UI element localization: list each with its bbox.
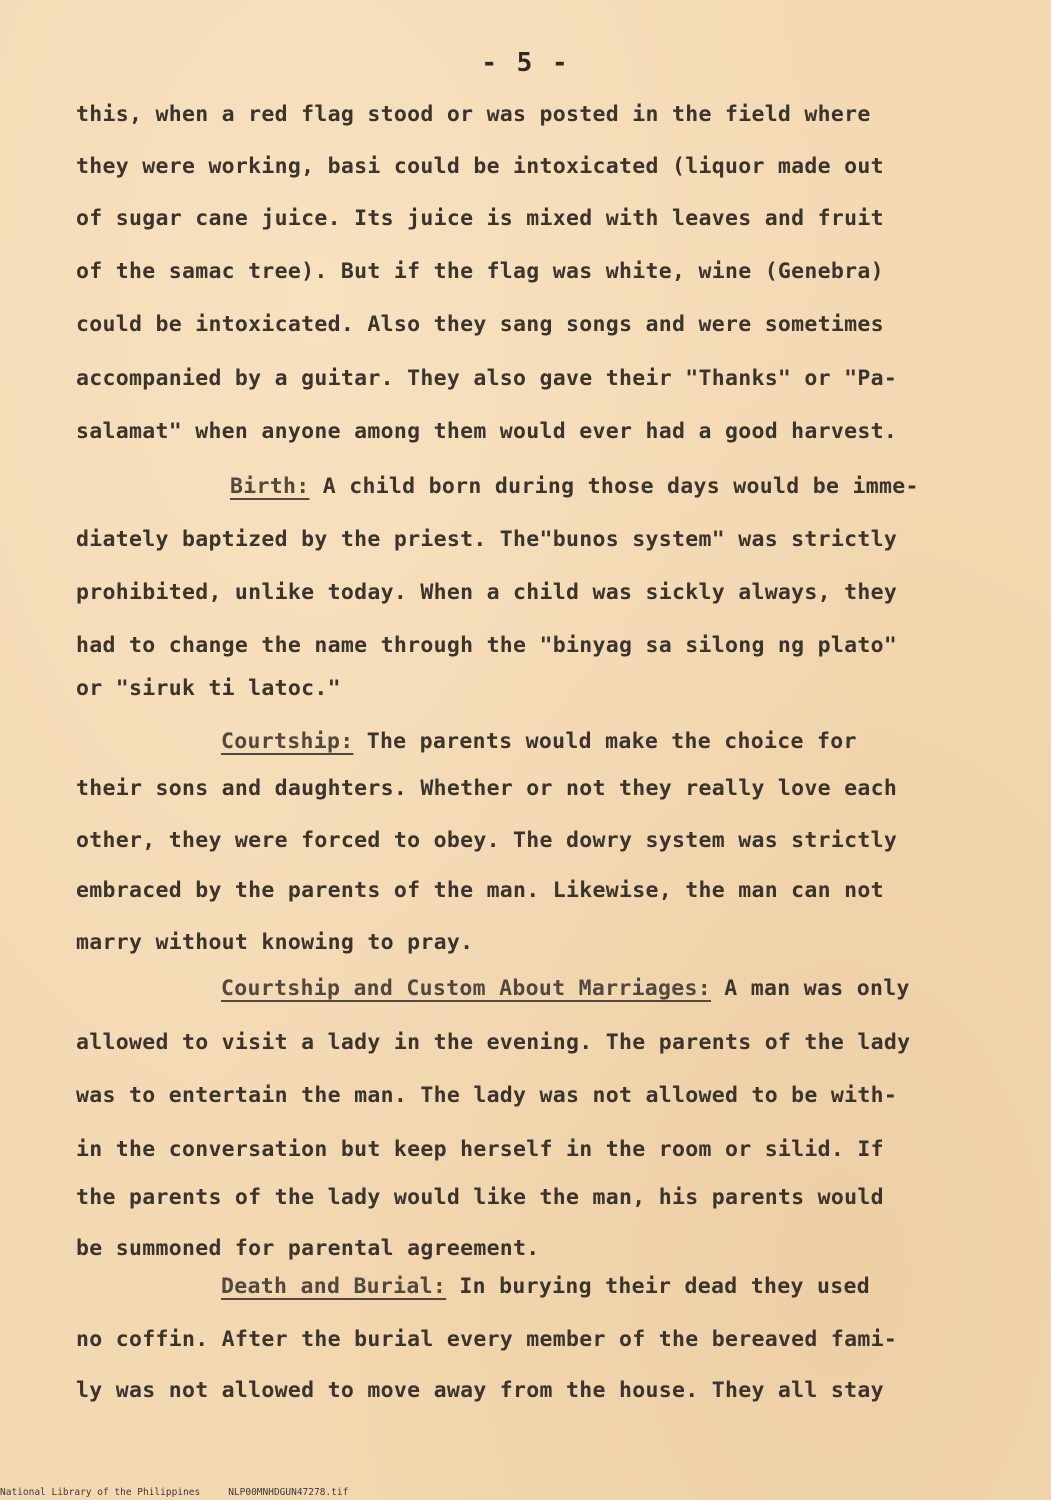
text-line: accompanied by a guitar. They also gave their "Thanks" or "Pa-: [76, 366, 898, 391]
text-line: be summoned for parental agreement.: [76, 1236, 540, 1261]
text-line: salamat" when anyone among them would ever had a good harvest.: [76, 419, 898, 444]
text-line: marry without knowing to pray.: [76, 930, 474, 955]
marriage-heading: Courtship and Custom About Marriages:: [221, 976, 712, 1001]
footer-library: National Library of the Philippines: [0, 1487, 201, 1498]
text-line: the parents of the lady would like the man, his parents would: [76, 1185, 884, 1210]
courtship-first-line-text: The parents would make the choice for: [353, 729, 857, 754]
text-line: of sugar cane juice. Its juice is mixed with leaves and fruit: [76, 206, 884, 231]
text-line: had to change the name through the "binyag sa silong ng plato": [76, 633, 898, 658]
marriage-first-line-text: A man was only: [711, 976, 910, 1001]
footer-file-id: NLP00MNHDGUN47278.tif: [228, 1487, 349, 1498]
text-line: ly was not allowed to move away from the house. They all stay: [76, 1378, 884, 1403]
death-first-line: [221, 1274, 870, 1299]
text-line: diately baptized by the priest. The"bunos system" was strictly: [76, 527, 898, 552]
birth-first-line-text: A child born during those days would be imme-: [309, 474, 919, 499]
text-line: their sons and daughters. Whether or not they really love each: [76, 776, 898, 801]
text-line: prohibited, unlike today. When a child was sickly always, they: [76, 580, 898, 605]
birth-heading: Birth:: [230, 474, 310, 499]
text-line: embraced by the parents of the man. Likewise, the man can not: [76, 878, 884, 903]
text-line: was to entertain the man. The lady was not allowed to be with-: [76, 1083, 898, 1108]
text-line: could be intoxicated. Also they sang songs and were sometimes: [76, 312, 884, 337]
text-line: in the conversation but keep herself in the room or silid. If: [76, 1137, 884, 1162]
text-line: other, they were forced to obey. The dowry system was strictly: [76, 828, 898, 853]
marriage-first-line: [221, 976, 910, 1001]
page-number: - 5 -: [481, 48, 570, 78]
text-line: they were working, basi could be intoxicated (liquor made out: [76, 154, 884, 179]
birth-first-line: [230, 474, 919, 499]
courtship-heading: Courtship:: [221, 729, 354, 754]
scan-footer: [0, 1487, 376, 1498]
text-line: this, when a red flag stood or was posted in the field where: [76, 102, 871, 127]
death-heading: Death and Burial:: [221, 1274, 447, 1299]
courtship-first-line: [221, 729, 857, 754]
text-line: no coffin. After the burial every member of the bereaved fami-: [76, 1327, 898, 1352]
text-line: allowed to visit a lady in the evening. The parents of the lady: [76, 1030, 911, 1055]
text-line: of the samac tree). But if the flag was white, wine (Genebra): [76, 259, 884, 284]
death-first-line-text: In burying their dead they used: [446, 1274, 870, 1299]
text-line: or "siruk ti latoc.": [76, 676, 341, 701]
